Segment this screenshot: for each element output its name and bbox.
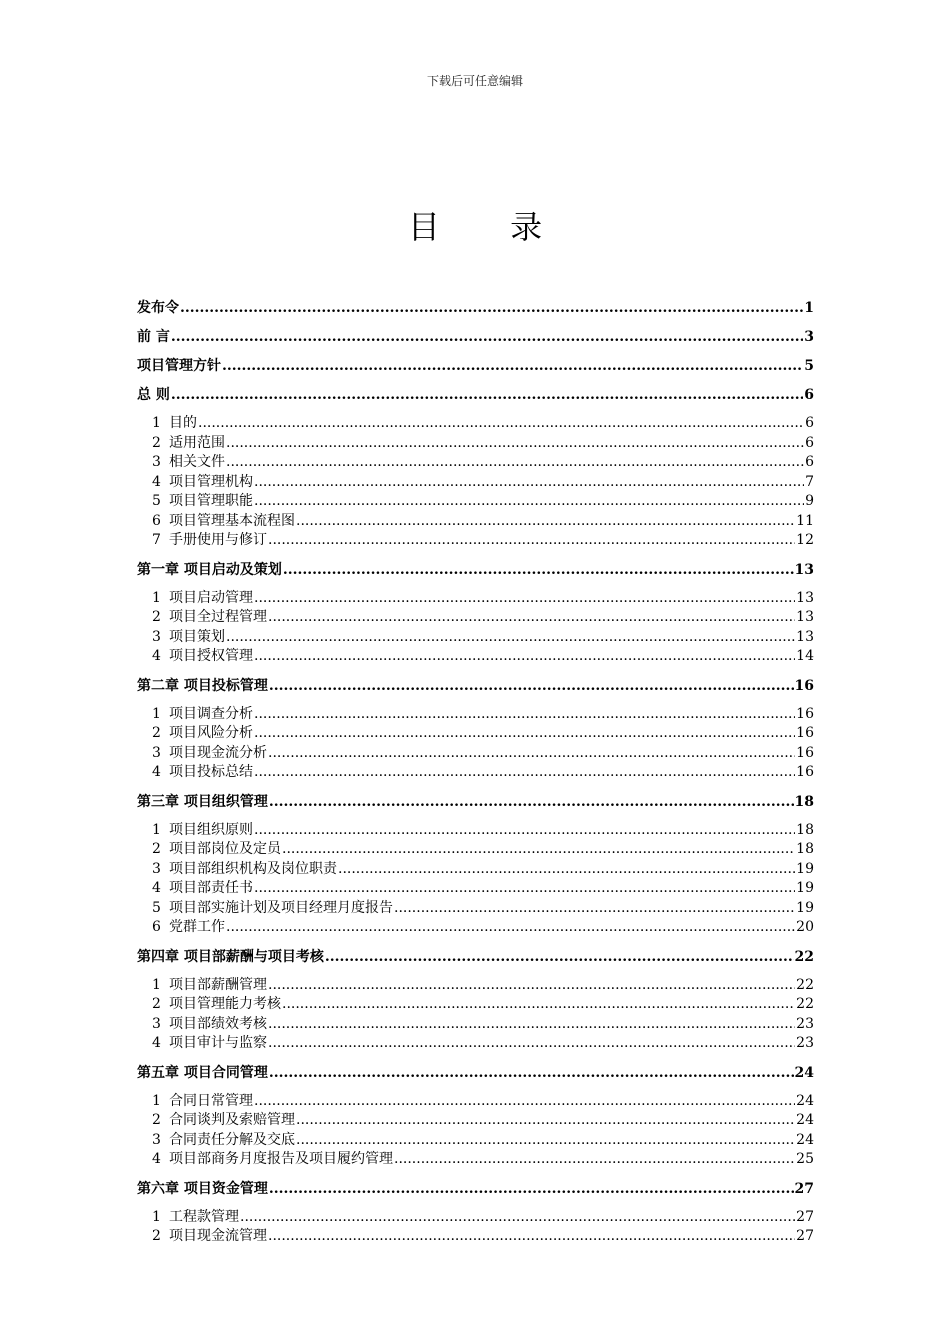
toc-subsection-entry[interactable] <box>137 1034 814 1054</box>
toc-subsection-title: 项目现金流管理 <box>169 1228 267 1244</box>
toc-subsection-label-group <box>152 1015 267 1035</box>
dot-leader <box>254 879 795 899</box>
toc-subsection-entry[interactable] <box>137 512 814 532</box>
toc-section-title: 第六章 项目资金管理 <box>137 1180 268 1197</box>
toc-subsection-number: 2 <box>152 609 161 625</box>
dot-leader <box>338 860 795 880</box>
toc-subsection-label-group <box>152 492 253 512</box>
dot-leader <box>180 298 803 318</box>
dot-leader <box>240 1208 795 1228</box>
toc-subsection-label-group <box>152 414 197 434</box>
dot-leader <box>222 356 803 376</box>
toc-subsection-entry[interactable] <box>137 821 814 841</box>
toc-subsection-entry[interactable] <box>137 763 814 783</box>
toc-page-number: 18 <box>794 793 814 810</box>
toc-subsection-label-group <box>152 453 225 473</box>
toc-page-number: 16 <box>796 744 814 761</box>
toc-subsection-entry[interactable] <box>137 453 814 473</box>
toc-subsection-entry[interactable] <box>137 589 814 609</box>
toc-subsection-number: 1 <box>152 415 161 431</box>
dot-leader <box>254 589 795 609</box>
toc-subsection-label-group <box>152 879 253 899</box>
toc-page-number: 3 <box>804 329 814 345</box>
toc-subsection-title: 工程款管理 <box>169 1208 239 1225</box>
dot-leader <box>268 1227 795 1247</box>
toc-subsection-number: 1 <box>152 1208 161 1225</box>
toc-subsection-title: 项目全过程管理 <box>169 609 267 625</box>
toc-page-number: 20 <box>796 919 814 935</box>
toc-page-number: 24 <box>794 1064 814 1081</box>
toc-page-number: 5 <box>804 358 814 374</box>
toc-subsection-number: 4 <box>152 1151 161 1167</box>
toc-page-number: 18 <box>796 841 814 857</box>
toc-subsection-label-group <box>152 860 337 880</box>
toc-subsection-number: 1 <box>152 589 161 606</box>
toc-subsection-title: 项目组织原则 <box>169 821 253 838</box>
dot-leader <box>226 628 795 648</box>
toc-page-number: 6 <box>804 387 814 403</box>
toc-subsection-number: 1 <box>152 821 161 838</box>
toc-page-number: 24 <box>796 1112 814 1128</box>
toc-subsection-number: 2 <box>152 725 161 741</box>
toc-subsection-title: 合同日常管理 <box>169 1092 253 1109</box>
toc-section-entry[interactable] <box>137 327 814 347</box>
toc-subsection-title: 项目管理基本流程图 <box>169 512 295 529</box>
toc-subsection-title: 项目启动管理 <box>169 589 253 606</box>
toc-subsection-title: 项目现金流分析 <box>169 744 267 761</box>
dot-leader <box>282 995 795 1015</box>
toc-subsection-entry[interactable] <box>137 608 814 628</box>
toc-subsection-number: 4 <box>152 648 161 664</box>
dot-leader <box>394 1150 795 1170</box>
toc-page-number: 16 <box>796 764 814 780</box>
toc-subsection-entry[interactable] <box>137 899 814 919</box>
toc-section-title: 总 则 <box>137 387 170 403</box>
toc-subsection-number: 1 <box>152 1092 161 1109</box>
toc-subsection-label-group <box>152 473 253 493</box>
toc-subsection-title: 项目授权管理 <box>169 648 253 664</box>
toc-subsection-number: 3 <box>152 628 161 645</box>
toc-subsection-entry[interactable] <box>137 647 814 667</box>
dot-leader <box>171 385 803 405</box>
toc-subsection-title: 合同谈判及索赔管理 <box>169 1112 295 1128</box>
dot-leader <box>198 414 804 434</box>
toc-subsection-entry[interactable] <box>137 744 814 764</box>
toc-subsection-label-group <box>152 821 253 841</box>
toc-page-number: 24 <box>796 1131 814 1148</box>
dot-leader <box>268 1034 795 1054</box>
toc-page-number: 9 <box>805 493 814 509</box>
toc-subsection-number: 2 <box>152 841 161 857</box>
dot-leader <box>269 1063 794 1083</box>
toc-page-number: 11 <box>796 512 814 529</box>
toc-subsection-label-group <box>152 512 295 532</box>
toc-subsection-number: 2 <box>152 1112 161 1128</box>
toc-page-number: 19 <box>796 880 814 896</box>
toc-section-title: 发布令 <box>137 300 179 316</box>
toc-subsection-title: 项目部绩效考核 <box>169 1015 267 1032</box>
toc-section-entry[interactable] <box>137 792 814 812</box>
toc-page-number: 25 <box>796 1151 814 1167</box>
dot-leader <box>254 763 795 783</box>
toc-subsection-number: 2 <box>152 996 161 1012</box>
toc-page-number: 22 <box>794 948 814 965</box>
toc-subsection-title: 手册使用与修订 <box>169 532 267 548</box>
toc-page-number: 22 <box>796 976 814 993</box>
toc-section-title: 第二章 项目投标管理 <box>137 677 268 694</box>
dot-leader <box>268 744 795 764</box>
toc-page-number: 6 <box>805 454 814 470</box>
toc-subsection-entry[interactable] <box>137 1131 814 1151</box>
toc-subsection-number: 3 <box>152 454 161 470</box>
toc-subsection-entry[interactable] <box>137 724 814 744</box>
dot-leader <box>269 676 794 696</box>
dot-leader <box>254 492 804 512</box>
toc-section-entry[interactable] <box>137 298 814 318</box>
toc-subsection-label-group <box>152 628 225 648</box>
toc-subsection-number: 4 <box>152 1035 161 1051</box>
toc-page-number: 23 <box>796 1035 814 1051</box>
toc-subsection-number: 4 <box>152 764 161 780</box>
toc-subsection-entry[interactable] <box>137 434 814 454</box>
dot-leader <box>325 947 794 967</box>
toc-section-entry[interactable] <box>137 1063 814 1083</box>
toc-page-number: 1 <box>804 300 814 316</box>
toc-subsection-entry[interactable] <box>137 860 814 880</box>
toc-subsection-number: 1 <box>152 705 161 722</box>
toc-page-number: 13 <box>796 589 814 606</box>
toc-page-number: 27 <box>794 1180 814 1197</box>
toc-subsection-title: 项目管理职能 <box>169 493 253 509</box>
toc-subsection-entry[interactable] <box>137 1208 814 1228</box>
dot-leader <box>226 434 804 454</box>
toc-subsection-title: 项目管理机构 <box>169 473 253 490</box>
toc-subsection-label-group <box>152 705 253 725</box>
page-title: 目 录 <box>407 208 573 246</box>
toc-subsection-title: 项目投标总结 <box>169 764 253 780</box>
dot-leader <box>268 608 795 628</box>
toc-subsection-title: 项目策划 <box>169 628 225 645</box>
toc-subsection-entry[interactable] <box>137 531 814 551</box>
toc-subsection-entry[interactable] <box>137 976 814 996</box>
toc-subsection-title: 项目调查分析 <box>169 705 253 722</box>
toc-subsection-label-group <box>152 589 253 609</box>
toc-page-number: 23 <box>796 1015 814 1032</box>
toc-subsection-entry[interactable] <box>137 840 814 860</box>
toc-subsection-title: 项目部组织机构及岗位职责 <box>169 860 337 877</box>
toc-section-entry[interactable] <box>137 1179 814 1199</box>
toc-subsection-label-group <box>152 744 267 764</box>
toc-page-number: 27 <box>796 1228 814 1244</box>
toc-page-number: 6 <box>805 434 814 451</box>
dot-leader <box>226 453 804 473</box>
dot-leader <box>268 1015 795 1035</box>
toc-page-number: 27 <box>796 1208 814 1225</box>
toc-page-number: 19 <box>796 899 814 916</box>
toc-section-title: 第三章 项目组织管理 <box>137 793 268 810</box>
toc-subsection-title: 项目管理能力考核 <box>169 996 281 1012</box>
dot-leader <box>268 531 795 551</box>
toc-subsection-label-group <box>152 899 393 919</box>
toc-section-title: 前 言 <box>137 329 170 345</box>
toc-subsection-entry[interactable] <box>137 1015 814 1035</box>
toc-subsection-title: 项目部实施计划及项目经理月度报告 <box>169 899 393 916</box>
toc-subsection-label-group <box>152 724 253 744</box>
toc-page-number: 24 <box>796 1092 814 1109</box>
toc-subsection-number: 6 <box>152 919 161 935</box>
dot-leader <box>296 512 795 532</box>
toc-subsection-number: 6 <box>152 512 161 529</box>
toc-subsection-title: 相关文件 <box>169 454 225 470</box>
toc-subsection-title: 适用范围 <box>169 434 225 451</box>
toc-section-title: 第四章 项目部薪酬与项目考核 <box>137 948 324 965</box>
dot-leader <box>269 792 794 812</box>
toc-subsection-entry[interactable] <box>137 705 814 725</box>
toc-page-number: 14 <box>796 648 814 664</box>
toc-subsection-label-group <box>152 1092 253 1112</box>
toc-page-number: 22 <box>796 996 814 1012</box>
toc-subsection-label-group <box>152 1227 267 1247</box>
toc-subsection-entry[interactable] <box>137 492 814 512</box>
toc-subsection-entry[interactable] <box>137 1150 814 1170</box>
toc-subsection-label-group <box>152 840 281 860</box>
dot-leader <box>254 821 795 841</box>
dot-leader <box>254 705 795 725</box>
toc-page-number: 12 <box>796 532 814 548</box>
toc-subsection-label-group <box>152 918 225 938</box>
dot-leader <box>171 327 803 347</box>
toc-subsection-entry[interactable] <box>137 1092 814 1112</box>
toc-subsection-number: 1 <box>152 976 161 993</box>
toc-subsection-number: 3 <box>152 860 161 877</box>
toc-section-entry[interactable] <box>137 947 814 967</box>
toc-subsection-number: 2 <box>152 434 161 451</box>
toc-page-number: 13 <box>796 628 814 645</box>
dot-leader <box>269 1179 794 1199</box>
toc-section-title: 第一章 项目启动及策划 <box>137 561 282 578</box>
toc-subsection-title: 项目部责任书 <box>169 880 253 896</box>
toc-subsection-title: 项目审计与监察 <box>169 1035 267 1051</box>
toc-page-number: 7 <box>805 473 814 490</box>
toc-subsection-entry[interactable] <box>137 473 814 493</box>
toc-subsection-number: 3 <box>152 1131 161 1148</box>
toc-page-number: 16 <box>796 705 814 722</box>
toc-subsection-title: 目的 <box>169 415 197 431</box>
toc-subsection-label-group <box>152 608 267 628</box>
toc-subsection-title: 项目部商务月度报告及项目履约管理 <box>169 1151 393 1167</box>
toc-subsection-number: 4 <box>152 880 161 896</box>
table-of-contents <box>137 298 814 1247</box>
toc-subsection-label-group <box>152 531 267 551</box>
toc-subsection-label-group <box>152 434 225 454</box>
toc-subsection-entry[interactable] <box>137 1227 814 1247</box>
toc-page-number: 16 <box>794 677 814 694</box>
toc-subsection-entry[interactable] <box>137 1111 814 1131</box>
toc-subsection-number: 4 <box>152 473 161 490</box>
toc-subsection-label-group <box>152 1034 267 1054</box>
toc-page-number: 6 <box>805 415 814 431</box>
dot-leader <box>254 1092 795 1112</box>
toc-subsection-title: 党群工作 <box>169 919 225 935</box>
toc-subsection-entry[interactable] <box>137 879 814 899</box>
toc-subsection-title: 项目风险分析 <box>169 725 253 741</box>
toc-subsection-label-group <box>152 1208 239 1228</box>
toc-subsection-label-group <box>152 976 267 996</box>
toc-page-number: 13 <box>794 561 814 578</box>
toc-subsection-number: 5 <box>152 493 161 509</box>
dot-leader <box>394 899 795 919</box>
toc-subsection-entry[interactable] <box>137 628 814 648</box>
toc-section-entry[interactable] <box>137 560 814 580</box>
dot-leader <box>283 560 794 580</box>
page-header: 下载后可任意编辑 <box>426 74 523 88</box>
dot-leader <box>254 724 795 744</box>
toc-section-title: 第五章 项目合同管理 <box>137 1064 268 1081</box>
toc-subsection-label-group <box>152 1150 393 1170</box>
toc-page-number: 18 <box>796 821 814 838</box>
toc-subsection-label-group <box>152 1131 295 1151</box>
toc-section-entry[interactable] <box>137 356 814 376</box>
dot-leader <box>282 840 795 860</box>
toc-section-entry[interactable] <box>137 385 814 405</box>
toc-subsection-title: 项目部岗位及定员 <box>169 841 281 857</box>
toc-subsection-label-group <box>152 1111 295 1131</box>
toc-section-title: 项目管理方针 <box>137 358 221 374</box>
toc-subsection-label-group <box>152 763 253 783</box>
toc-subsection-title: 合同责任分解及交底 <box>169 1131 295 1148</box>
toc-subsection-label-group <box>152 995 281 1015</box>
toc-subsection-number: 7 <box>152 532 161 548</box>
toc-page-number: 13 <box>796 609 814 625</box>
dot-leader <box>296 1131 795 1151</box>
dot-leader <box>254 473 804 493</box>
dot-leader <box>268 976 795 996</box>
toc-subsection-entry[interactable] <box>137 918 814 938</box>
toc-subsection-number: 3 <box>152 744 161 761</box>
toc-subsection-number: 2 <box>152 1228 161 1244</box>
toc-subsection-entry[interactable] <box>137 414 814 434</box>
toc-subsection-number: 5 <box>152 899 161 916</box>
dot-leader <box>296 1111 795 1131</box>
toc-section-entry[interactable] <box>137 676 814 696</box>
dot-leader <box>254 647 795 667</box>
dot-leader <box>226 918 795 938</box>
toc-subsection-entry[interactable] <box>137 995 814 1015</box>
toc-subsection-title: 项目部薪酬管理 <box>169 976 267 993</box>
toc-page-number: 16 <box>796 725 814 741</box>
toc-subsection-label-group <box>152 647 253 667</box>
toc-page-number: 19 <box>796 860 814 877</box>
toc-subsection-number: 3 <box>152 1015 161 1032</box>
